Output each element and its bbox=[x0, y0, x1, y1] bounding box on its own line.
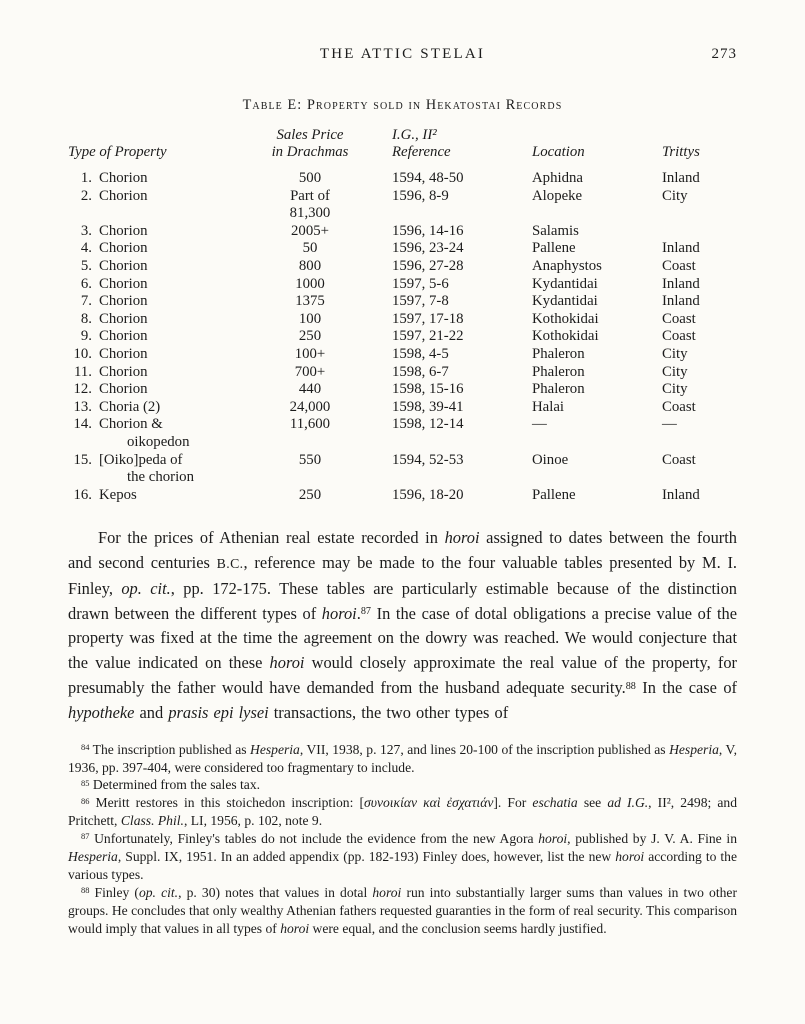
text-segment: hypotheke bbox=[68, 702, 135, 722]
col-header-type-of-property: Type of Property bbox=[68, 144, 167, 160]
row-number: 12. bbox=[73, 381, 92, 398]
text-segment: The inscription published as bbox=[89, 741, 251, 757]
text-segment: B.C. bbox=[216, 556, 244, 572]
cell-trittys: Coast bbox=[662, 257, 696, 274]
cell-type-of-property: Chorion bbox=[99, 187, 148, 204]
cell-ig-reference: 1598, 6-7 bbox=[392, 363, 449, 380]
cell-location: Aphidna bbox=[532, 170, 583, 186]
cell-location: Kydantidai bbox=[532, 275, 598, 292]
text-segment: and bbox=[134, 702, 169, 722]
cell-trittys: City bbox=[662, 381, 688, 398]
text-segment: , VII, 1938, p. 127, and lines 20-100 of the inscription published as bbox=[299, 741, 670, 757]
cell-location: Alopeke bbox=[532, 187, 583, 204]
text-segment: Determined from the sales tax. bbox=[89, 777, 261, 793]
table-row bbox=[68, 188, 737, 223]
text-segment: horoi bbox=[615, 849, 645, 865]
cell-sales-price: 2005+ bbox=[291, 222, 329, 239]
cell-type-of-property: Chorion bbox=[99, 222, 148, 239]
table-row bbox=[68, 399, 737, 417]
text-segment: eschatia bbox=[532, 795, 578, 811]
cell-type-of-property: Chorion bbox=[99, 275, 148, 292]
running-head-title: THE ATTIC STELAI bbox=[319, 46, 486, 62]
text-segment: according to the various types. bbox=[68, 849, 738, 882]
cell-trittys: Coast bbox=[662, 398, 696, 415]
cell-trittys: Coast bbox=[662, 451, 696, 468]
cell-type-of-property: Chorion bbox=[99, 257, 148, 274]
cell-sales-price: 24,000 bbox=[289, 398, 331, 415]
cell-ig-reference: 1596, 14-16 bbox=[392, 222, 464, 239]
cell-sales-price: 440 bbox=[298, 381, 322, 398]
text-segment: συνοικίαν καὶ ἐσχατιάν bbox=[364, 795, 494, 811]
cell-type-of-property: Chorion bbox=[99, 293, 148, 310]
table-row bbox=[68, 311, 737, 329]
text-segment: horoi bbox=[280, 920, 310, 936]
cell-sales-price: 50 bbox=[302, 240, 318, 257]
text-segment: . bbox=[356, 603, 361, 623]
text-segment: Class. Phil. bbox=[120, 813, 184, 829]
text-segment: Meritt restores in this stoichedon inscription: [ bbox=[89, 795, 364, 811]
col-header-sales-price-line2: in Drachmas bbox=[271, 144, 349, 160]
footnote-marker: 88 bbox=[625, 680, 636, 692]
text-segment: transactions, the two other types of bbox=[268, 702, 509, 722]
running-head bbox=[68, 46, 737, 63]
cell-trittys: Coast bbox=[662, 310, 696, 327]
text-segment: , II², 2498; and Pritchett, bbox=[68, 795, 737, 829]
cell-trittys: Inland bbox=[662, 486, 700, 503]
cell-trittys: Inland bbox=[662, 170, 700, 186]
col-header-ig-reference-line1: I.G., II² bbox=[392, 127, 437, 143]
text-segment: run into substantially larger sums than values in two other groups. He concludes that only wealthy Athenian fathers requested guaranties in the form of real security. This comparison would imply that values in all types of bbox=[68, 884, 737, 936]
cell-location: Kydantidai bbox=[532, 293, 598, 310]
row-number: 10. bbox=[73, 345, 92, 362]
cell-ig-reference: 1594, 52-53 bbox=[392, 451, 464, 468]
table-header-row bbox=[68, 127, 737, 161]
table-row bbox=[68, 364, 737, 382]
text-segment: In the case of bbox=[635, 678, 737, 698]
cell-location: Kothokidai bbox=[532, 310, 599, 327]
cell-type-of-property: [Oiko]peda of the chorion bbox=[99, 451, 194, 486]
row-number: 2. bbox=[80, 187, 92, 204]
text-segment: Hesperia bbox=[250, 741, 300, 757]
footnote-marker: 87 bbox=[360, 606, 371, 618]
cell-ig-reference: 1596, 18-20 bbox=[392, 486, 464, 503]
text-segment: op. cit. bbox=[121, 578, 171, 598]
row-number: 16. bbox=[73, 486, 92, 503]
table-row bbox=[68, 293, 737, 311]
text-segment: assigned to dates between the fourth and second centuries bbox=[68, 528, 737, 573]
row-number: 15. bbox=[73, 451, 92, 468]
footnote bbox=[68, 794, 737, 830]
cell-location: Oinoe bbox=[532, 451, 569, 468]
cell-type-of-property: Chorion bbox=[99, 363, 148, 380]
cell-ig-reference: 1598, 12-14 bbox=[392, 416, 464, 433]
table-title: Table E: Property sold in Hekatostai Records bbox=[242, 97, 563, 113]
page-number: 273 bbox=[711, 46, 737, 62]
cell-type-of-property: Chorion bbox=[99, 170, 148, 186]
cell-sales-price: Part of 81,300 bbox=[289, 187, 331, 222]
col-header-ig-reference-line2: Reference bbox=[392, 144, 451, 160]
text-segment: In the case of dotal obligations a precise value of the property was fixed at the time the agreement on the dowry was reached. We would conjecture that the value indicated on these bbox=[68, 603, 737, 673]
cell-type-of-property: Chorion bbox=[99, 310, 148, 327]
cell-ig-reference: 1598, 15-16 bbox=[392, 381, 464, 398]
table-row bbox=[68, 170, 737, 188]
cell-location: Pallene bbox=[532, 240, 576, 257]
col-header-sales-price-line1: Sales Price bbox=[276, 127, 344, 143]
text-segment: , p. 30) notes that values in dotal bbox=[178, 884, 373, 900]
cell-trittys bbox=[654, 223, 737, 241]
row-number: 5. bbox=[80, 257, 92, 274]
cell-trittys: City bbox=[662, 363, 688, 380]
text-segment: Finley ( bbox=[89, 884, 139, 900]
cell-trittys: Inland bbox=[662, 293, 700, 310]
cell-ig-reference: 1597, 5-6 bbox=[392, 275, 449, 292]
cell-sales-price: 700+ bbox=[294, 363, 326, 380]
cell-ig-reference: 1597, 17-18 bbox=[392, 310, 464, 327]
footnote bbox=[68, 776, 737, 794]
cell-trittys: City bbox=[662, 345, 688, 362]
cell-sales-price: 500 bbox=[298, 170, 322, 186]
cell-location: Phaleron bbox=[532, 381, 585, 398]
text-segment: , pp. 172-175. These tables are particularly estimable because of the distinction drawn between the different types of bbox=[68, 578, 737, 623]
cell-location: — bbox=[532, 416, 547, 433]
property-table bbox=[68, 127, 737, 504]
text-segment: , published by J. V. A. Fine in bbox=[567, 831, 737, 847]
text-segment: horoi bbox=[538, 831, 568, 847]
cell-trittys: City bbox=[662, 187, 688, 204]
cell-type-of-property: Chorion bbox=[99, 328, 148, 345]
col-header-location: Location bbox=[532, 144, 585, 160]
cell-location: Kothokidai bbox=[532, 328, 599, 345]
table-row bbox=[68, 328, 737, 346]
cell-type-of-property: Chorion & oikopedon bbox=[99, 416, 190, 450]
text-segment: ]. For bbox=[493, 795, 533, 811]
footnote-marker: 86 bbox=[81, 795, 90, 806]
text-segment: For the prices of Athenian real estate recorded in bbox=[98, 528, 445, 548]
col-header-sales-price bbox=[252, 127, 368, 161]
cell-ig-reference: 1596, 8-9 bbox=[392, 187, 449, 204]
footnote-marker: 88 bbox=[81, 885, 90, 896]
cell-type-of-property: Chorion bbox=[99, 381, 148, 398]
row-number: 6. bbox=[80, 275, 92, 292]
text-segment: prasis epi lysei bbox=[168, 702, 269, 722]
cell-sales-price: 250 bbox=[298, 486, 322, 503]
text-segment: Unfortunately, Finley's tables do not include the evidence from the new Agora bbox=[89, 831, 539, 847]
text-segment: op. cit. bbox=[138, 884, 179, 900]
cell-sales-price: 100+ bbox=[294, 345, 326, 362]
body-paragraph bbox=[68, 526, 737, 725]
cell-location: Halai bbox=[532, 398, 565, 415]
cell-location: Pallene bbox=[532, 486, 576, 503]
cell-sales-price: 1000 bbox=[295, 275, 325, 292]
text-segment: , V, 1936, pp. 397-404, were considered too fragmentary to include. bbox=[68, 741, 738, 775]
table-row bbox=[68, 381, 737, 399]
text-segment: ad I.G. bbox=[607, 795, 649, 811]
row-number: 3. bbox=[80, 222, 92, 239]
text-segment: , Suppl. IX, 1951. In an added appendix (pp. 182-193) Finley does, however, list the new bbox=[117, 849, 616, 865]
cell-ig-reference: 1598, 39-41 bbox=[392, 398, 464, 415]
cell-type-of-property: Kepos bbox=[99, 486, 137, 503]
cell-sales-price: 100 bbox=[298, 310, 322, 327]
text-segment: horoi bbox=[321, 603, 357, 623]
footnote-marker: 85 bbox=[81, 777, 90, 788]
text-segment: , reference may be made to the four valuable tables presented by M. I. Finley, bbox=[68, 553, 737, 598]
text-segment: were equal, and the conclusion seems hardly justified. bbox=[309, 920, 607, 936]
row-number: 4. bbox=[80, 240, 92, 257]
cell-sales-price: 1375 bbox=[295, 293, 325, 310]
row-number: 8. bbox=[80, 310, 92, 327]
cell-ig-reference: 1597, 7-8 bbox=[392, 293, 449, 310]
footnote-marker: 84 bbox=[81, 741, 90, 752]
table-row bbox=[68, 276, 737, 294]
cell-ig-reference: 1598, 4-5 bbox=[392, 345, 449, 362]
cell-type-of-property: Chorion bbox=[99, 240, 148, 257]
row-number: 14. bbox=[73, 416, 92, 433]
cell-ig-reference: 1597, 21-22 bbox=[392, 328, 464, 345]
cell-trittys: Inland bbox=[662, 275, 700, 292]
cell-location: Salamis bbox=[532, 222, 579, 239]
row-number: 9. bbox=[80, 328, 92, 345]
table-row bbox=[68, 416, 737, 451]
table-row bbox=[68, 258, 737, 276]
table-row bbox=[68, 452, 737, 487]
cell-sales-price: 11,600 bbox=[289, 416, 331, 433]
text-segment: Hesperia bbox=[68, 849, 118, 865]
col-header-ig-reference bbox=[368, 127, 518, 161]
text-segment: , LI, 1956, p. 102, note 9. bbox=[183, 813, 323, 829]
text-segment: Hesperia bbox=[669, 741, 719, 757]
cell-ig-reference: 1594, 48-50 bbox=[392, 170, 464, 186]
cell-ig-reference: 1596, 23-24 bbox=[392, 240, 464, 257]
text-segment: horoi bbox=[444, 528, 480, 548]
cell-sales-price: 800 bbox=[298, 257, 322, 274]
cell-type-of-property: Choria (2) bbox=[99, 398, 161, 415]
footnote bbox=[68, 884, 737, 938]
footnote bbox=[68, 741, 737, 777]
cell-type-of-property: Chorion bbox=[99, 345, 148, 362]
text-segment: would closely approximate the real value of the property, for presumably the father would have demanded from the husband adequate security. bbox=[68, 653, 737, 698]
cell-trittys: — bbox=[662, 416, 677, 433]
table-row bbox=[68, 487, 737, 505]
cell-sales-price: 550 bbox=[298, 451, 322, 468]
col-header-trittys: Trittys bbox=[662, 144, 700, 160]
cell-sales-price: 250 bbox=[298, 328, 322, 345]
row-number: 1. bbox=[80, 170, 92, 186]
cell-location: Phaleron bbox=[532, 345, 585, 362]
text-segment: horoi bbox=[269, 653, 305, 673]
row-number: 7. bbox=[80, 293, 92, 310]
footnote-marker: 87 bbox=[81, 831, 90, 842]
row-number: 13. bbox=[73, 398, 92, 415]
table-row bbox=[68, 240, 737, 258]
cell-ig-reference: 1596, 27-28 bbox=[392, 257, 464, 274]
table-row bbox=[68, 223, 737, 241]
cell-location: Phaleron bbox=[532, 363, 585, 380]
cell-location: Anaphystos bbox=[532, 257, 602, 274]
row-number: 11. bbox=[74, 363, 92, 380]
footnote bbox=[68, 830, 737, 884]
text-segment: horoi bbox=[372, 884, 402, 900]
text-segment: see bbox=[577, 795, 608, 811]
table-row bbox=[68, 346, 737, 364]
cell-trittys: Coast bbox=[662, 328, 696, 345]
cell-trittys: Inland bbox=[662, 240, 700, 257]
table-body bbox=[68, 170, 737, 504]
footnotes-section bbox=[68, 741, 737, 938]
